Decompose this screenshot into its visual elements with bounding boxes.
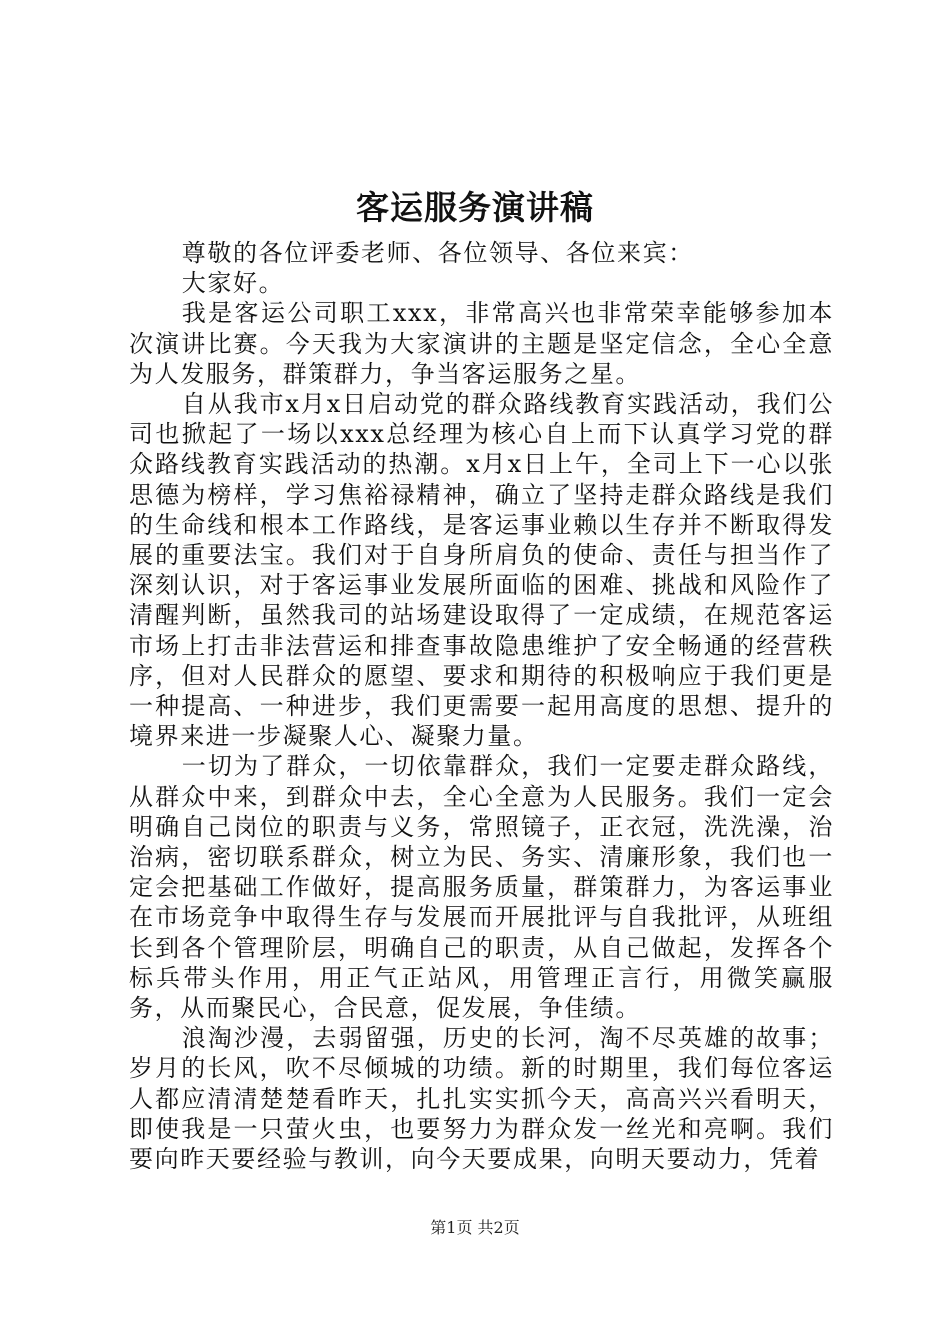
document-body [129,238,834,1174]
salutation-paragraph: 尊敬的各位评委老师、各位领导、各位来宾： [181,239,694,267]
greeting-paragraph: 大家好。 [181,269,285,298]
body-paragraph: 一切为了群众，一切依靠群众，我们一定要走群众路线，从群众中来，到群众中去，全心全意为人民服务。我们一定会明确自己岗位的职责与义务，常照镜子，正衣冠，洗洗澡，治治病，密切联系群众，树立为民、务实、清廉形象，我们也一定会把基础工作做好，提高服务质量，群策群力，为客运事业在市场竞争中取得生存与发展而开展批评与自我批评，从班组长到各个管理阶层，明确自己的职责，从自己做起，发挥各个标兵带头作用，用正气正站风，用管理正言行，用微笑赢服务，从而聚民心，合民意，促发展，争佳绩。 [129,752,834,1023]
document-title: 客运服务演讲稿 [356,188,594,227]
page-number-footer: 第1页 共2页 [430,1218,520,1237]
introduction-paragraph: 我是客运公司职工xxx，非常高兴也非常荣幸能够参加本次演讲比赛。今天我为大家演讲的主题是坚定信念，全心全意为人发服务，群策群力，争当客运服务之星。 [129,299,834,388]
body-paragraph: 自从我市x月x日启动党的群众路线教育实践活动，我们公司也掀起了一场以xxx总经理为核心自上而下认真学习党的群众路线教育实践活动的热潮。x月x日上午，全司上下一心以张思德为榜样，学习焦裕禄精神，确立了坚持走群众路线是我们的生命线和根本工作路线，是客运事业赖以生存并不断取得发展的重要法宝。我们对于自身所肩负的使命、责任与担当作了深刻认识，对于客运事业发展所面临的困难、挑战和风险作了清醒判断，虽然我司的站场建设取得了一定成绩，在规范客运市场上打击非法营运和排查事故隐患维护了安全畅通的经营秩序，但对人民群众的愿望、要求和期待的积极响应于我们更是一种提高、一种进步，我们更需要一起用高度的思想、提升的境界来进一步凝聚人心、凝聚力量。 [129,390,834,751]
body-paragraph: 浪淘沙漫，去弱留强，历史的长河，淘不尽英雄的故事；岁月的长风，吹不尽倾城的功绩。新的时期里，我们每位客运人都应清清楚楚看昨天，扎扎实实抓今天，高高兴兴看明天，即使我是一只萤火虫，也要努力为群众发一丝光和亮啊。我们要向昨天要经验与教训，向今天要成果，向明天要动力，凭着 [129,1024,834,1174]
